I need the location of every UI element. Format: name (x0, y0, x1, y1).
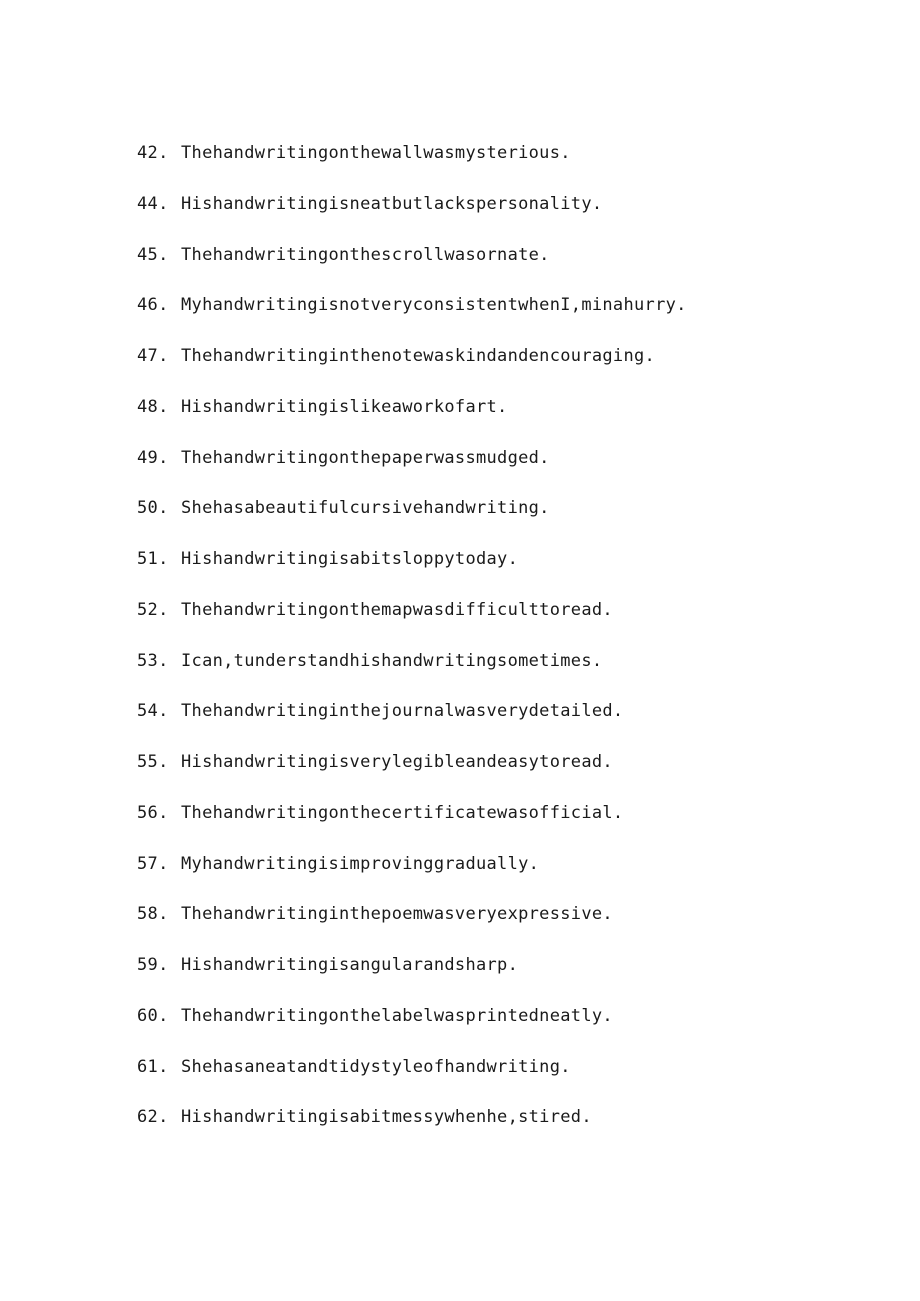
item-text: MyhandwritingisnotveryconsistentwhenI,minahurry. (181, 295, 687, 316)
list-item (137, 191, 687, 242)
list-item (137, 648, 687, 699)
item-number: 47. (137, 346, 169, 366)
list-item (137, 1054, 687, 1105)
list-item (137, 394, 687, 445)
list-item (137, 1104, 687, 1155)
item-number: 51. (137, 549, 169, 569)
list-item (137, 749, 687, 800)
list-item (137, 1003, 687, 1054)
item-number: 59. (137, 955, 169, 975)
list-item (137, 445, 687, 496)
item-number: 44. (137, 193, 169, 214)
item-number: 50. (137, 498, 169, 519)
list-item (137, 901, 687, 952)
item-text: Hishandwritingisabitmessywhenhe,stired. (181, 1107, 592, 1128)
item-number: 46. (137, 295, 169, 316)
list-item (137, 546, 687, 597)
item-number: 56. (137, 802, 169, 823)
item-number: 42. (137, 143, 169, 163)
item-text: Thehandwritinginthejournalwasverydetailed. (181, 701, 624, 722)
item-number: 61. (137, 1056, 169, 1077)
item-text: Thehandwritingonthemapwasdifficulttoread. (181, 599, 613, 620)
list-item (137, 800, 687, 851)
item-number: 49. (137, 447, 169, 468)
list-item (137, 140, 687, 191)
item-text: Thehandwritingonthecertificatewasofficial. (181, 802, 624, 823)
item-number: 54. (137, 701, 169, 722)
list-item (137, 343, 687, 394)
item-text: Hishandwritingisangularandsharp. (181, 955, 519, 975)
item-number: 60. (137, 1005, 169, 1026)
item-text: Thehandwritingonthescrollwasornate. (181, 244, 550, 265)
item-number: 58. (137, 904, 169, 925)
item-text: Shehasabeautifulcursivehandwriting. (181, 498, 550, 519)
item-number: 48. (137, 396, 169, 417)
item-text: Hishandwritingisneatbutlackspersonality. (181, 193, 603, 214)
item-text: Thehandwritingonthewallwasmysterious. (181, 143, 571, 163)
list-item (137, 242, 687, 293)
list-item (137, 597, 687, 648)
item-text: Thehandwritingonthelabelwasprintedneatly. (181, 1005, 613, 1026)
item-text: Shehasaneatandtidystyleofhandwriting. (181, 1056, 571, 1077)
item-text: Hishandwritingisverylegibleandeasytoread. (181, 752, 613, 772)
list-item (137, 495, 687, 546)
list-item (137, 851, 687, 902)
item-text: Thehandwritinginthenotewaskindandencouraging. (181, 346, 656, 366)
item-text: Ican,tunderstandhishandwritingsometimes. (181, 650, 603, 671)
item-number: 57. (137, 853, 169, 874)
item-text: Thehandwritinginthepoemwasveryexpressive. (181, 904, 613, 925)
item-number: 55. (137, 752, 169, 772)
item-text: Hishandwritingisabitsloppytoday. (181, 549, 519, 569)
list-item (137, 952, 687, 1003)
item-number: 53. (137, 650, 169, 671)
item-text: Myhandwritingisimprovinggradually. (181, 853, 540, 874)
sentence-list (137, 140, 687, 1155)
item-text: Thehandwritingonthepaperwassmudged. (181, 447, 550, 468)
item-number: 52. (137, 599, 169, 620)
item-number: 45. (137, 244, 169, 265)
list-item (137, 698, 687, 749)
list-item (137, 292, 687, 343)
item-number: 62. (137, 1107, 169, 1128)
item-text: Hishandwritingislikeaworkofart. (181, 396, 508, 417)
